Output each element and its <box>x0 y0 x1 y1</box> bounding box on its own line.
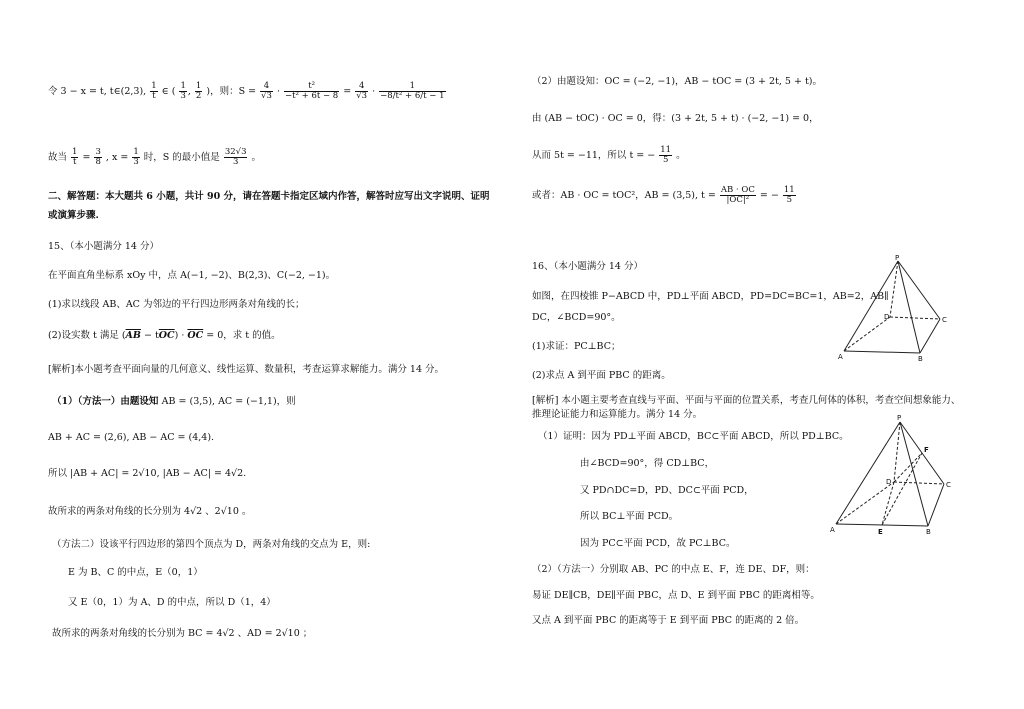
label-a: A <box>838 353 843 361</box>
label-a2: A <box>830 526 835 534</box>
q16-stem: 如图，在四棱锥 P−ABCD 中，PD⊥平面 ABCD，PD=DC=BC=1，AB=2，AB∥ <box>532 291 889 302</box>
proof-line-7: 易证 DE∥CB，DE∥平面 PBC，点 D、E 到平面 PBC 的距离相等。 <box>532 590 820 601</box>
method2-heading: （方法二）设该平行四边形的第四个顶点为 D，两条对角线的交点为 E，则: <box>52 539 371 550</box>
q15-stem: 在平面直角坐标系 xOy 中，点 A(−1, −2)、B(2,3)、C(−2, −1)。 <box>48 270 336 281</box>
label-b2: B <box>926 528 931 536</box>
section-title-cont: 或演算步骤. <box>48 210 99 221</box>
section-title: 二、解答题：本大题共 6 小题，共计 90 分，请在答题卡指定区域内作答，解答时应写出文字说明、证明 <box>48 191 490 202</box>
label-b: B <box>918 355 923 363</box>
label-c2: C <box>946 481 951 489</box>
method1-length: 所以 |AB + AC| = 2√10, |AB − AC| = 4√2. <box>48 468 247 479</box>
r-part2-alt: 或者：AB · OC = tOC²，AB = (3,5), t = $\frac{AB \cdot OC}{\text{|OC|²}}$ = − $\frac{11}{5}$ <box>532 185 795 205</box>
label-d: D <box>884 313 890 321</box>
pyramid-figure-1 <box>832 255 952 365</box>
method2-d: 又 E（0，1）为 A、D 的中点，所以 D（1，4） <box>68 597 276 608</box>
formula-line-substitution: 令 3 − x = t, t∈(2,3), $\frac{1}{t}$ ∈ ( $\frac{1}{3}$ , $\frac{1}{2}$ )，则：S = $\frac{4}{√3}$ · $\frac{\text{t²}}{\text{−t² + 6t − 8}}$ = $\frac{4}{√3}$ · $\frac{1}{\text{−8/t² + 6/t − 1}}$ <box>48 81 445 101</box>
method1-sum: AB + AC = (2,6), AB − AC = (4,4). <box>48 432 215 443</box>
pyramid-figure-2 <box>826 414 956 536</box>
label-p2: P <box>897 414 902 422</box>
q16-stem-cont: DC，∠BCD=90°。 <box>532 312 621 323</box>
proof-line-4: 所以 BC⊥平面 PCD。 <box>580 511 679 522</box>
q16-analysis-cont: 推理论证能力和运算能力。满分 14 分。 <box>532 409 703 420</box>
q16-part2: (2)求点 A 到平面 PBC 的距离。 <box>532 370 671 381</box>
r-part2-dot: 由 (AB − tOC) · OC = 0，得：(3 + 2t, 5 + t) · (−2, −1) = 0， <box>532 113 819 124</box>
label-c: C <box>942 316 947 324</box>
q15-part1: (1)求以线段 AB、AC 为邻边的平行四边形两条对角线的长； <box>48 299 305 310</box>
method1-result: 故所求的两条对角线的长分别为 4√2 、2√10 。 <box>48 506 252 517</box>
method2-result: 故所求的两条对角线的长分别为 BC = 4√2 、AD = 2√10 ； <box>52 628 313 639</box>
r-part2-solve: 从而 5t = −11，所以 t = − $\frac{11}{5}$ 。 <box>532 145 686 165</box>
proof-line-6: （2）（方法一）分别取 AB、PC 的中点 E、F，连 DE、DF，则： <box>532 564 815 575</box>
formula-line-minimum: 故当 $\frac{1}{t}$ = $\frac{3}{8}$ , x = $\frac{1}{3}$ 时，S 的最小值是 $\frac{32√3}{3}$ 。 <box>48 147 262 167</box>
proof-line-8: 又点 A 到平面 PBC 的距离等于 E 到平面 PBC 的距离的 2 倍。 <box>532 615 805 626</box>
method2-e: E 为 B、C 的中点，E（0，1） <box>68 567 203 578</box>
r-part2-given: （2）由题设知：OC = (−2, −1)，AB − tOC = (3 + 2t, 5 + t)。 <box>532 76 822 87</box>
label-d2: D <box>886 478 892 486</box>
proof-line-5: 因为 PC⊂平面 PCD，故 PC⊥BC。 <box>580 538 736 549</box>
q16-analysis: [解析] 本小题主要考查直线与平面、平面与平面的位置关系，考查几何体的体积，考查空间想象能力、 <box>532 395 961 406</box>
q16-heading: 16、（本小题满分 14 分） <box>532 261 643 272</box>
method1-given: （1）（方法一）由题设知 AB = (3,5), AC = (−1,1)，则 <box>52 396 296 407</box>
proof-line-1: （1）证明：因为 PD⊥平面 ABCD，BC⊂平面 ABCD，所以 PD⊥BC。 <box>538 431 849 442</box>
q16-part1: (1)求证：PC⊥BC； <box>532 341 621 352</box>
label-p: P <box>895 255 900 262</box>
proof-line-2: 由∠BCD=90°，得 CD⊥BC， <box>580 458 715 469</box>
label-f2: F <box>924 446 929 454</box>
proof-line-3: 又 PD∩DC=D，PD、DC⊂平面 PCD， <box>580 485 754 496</box>
label-e2: E <box>878 528 883 536</box>
q15-heading: 15、（本小题满分 14 分） <box>48 241 159 252</box>
q15-analysis: [解析]本小题考查平面向量的几何意义、线性运算、数量积，考查运算求解能力。满分 14 分。 <box>48 364 445 375</box>
q15-part2: (2)设实数 t 满足 $(\overline{AB} - t\overline{OC}) \cdot \overline{OC} = 0$，求 t 的值。 <box>48 330 281 341</box>
